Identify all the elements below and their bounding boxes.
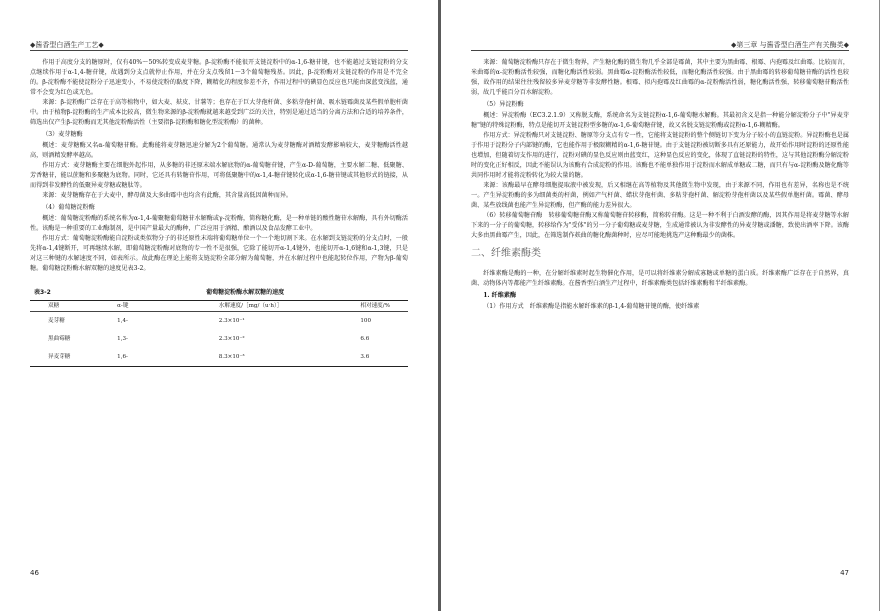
- subsection-heading: （5）异淀粉酶: [483, 101, 524, 108]
- page-body: [30, 58, 408, 565]
- subsection-heading: 1. 纤维素酶: [483, 292, 517, 299]
- table-cell: 100: [360, 318, 372, 324]
- paragraph: 概述：葡萄糖淀粉酶的系统名称为α-1,4-葡聚糖葡萄糖苷水解酶或γ-淀粉酶，简称糖化酶，是一种单链的酸性糖苷水解酶，具有外切酶活性。该酶是一种重要的工业酶制剂，是中国产量最大的酶种，广泛应用于酒精、酿酒以及食品发酵工业中。: [30, 215, 408, 232]
- subsection-heading: （3）麦芽糖酶: [42, 131, 83, 138]
- paragraph: （1）作用方式 纤维素酶是指能水解纤维素的β-1,4-葡萄糖苷键的酶，使纤维素: [483, 303, 700, 310]
- table-title: 葡萄糖淀粉酶水解双糖的速度: [206, 289, 285, 296]
- table-row: [30, 348, 408, 367]
- paragraph: 作用方式：葡萄糖淀粉酶能自淀粉或类似物分子的非还原性末端将葡萄糖单位一个一个地切割下来。在水解到支链淀粉的分支点时，一般先将α-1,4键断开，可再继续水解，即葡萄糖淀粉酶对底物的专一性不是很强，它除了能切开α-1,4键外，也能切开α-1,6键和α-1,3键，只是对这三种键的水解速度不同，如表所示。故此酶在理论上能将支链淀粉全部分解为葡萄糖，并在水解过程中也能起转位作用，产物为β-葡萄糖。葡萄糖淀粉酶水解双糖的速度见表3-2。: [30, 235, 408, 272]
- section-title: 二、纤维素酶类: [471, 248, 541, 259]
- data-table: [30, 300, 408, 367]
- table-cell: 麦芽糖: [48, 318, 65, 324]
- table-caption: [30, 288, 408, 298]
- paragraph: 作用方式：麦芽糖酶主要在细胞外起作用，从多糖的非还原末端水解底物的α-葡萄糖苷键，产生α-D-葡萄糖，主要水解二糖、低聚糖、芳香糖苷，能以蔗糖和多聚糖为底物。同时，它还具有转糖苷作用，可将低聚糖中的α-1,4-糖苷键转化成α-1,6-糖苷键或其他形式的链接，从而得到非发酵性的低聚异麦芽糖或糖肽等。: [30, 162, 408, 189]
- page-number: 46: [30, 569, 39, 577]
- left-page: [0, 0, 438, 611]
- table-number: 表3-2: [34, 289, 51, 296]
- paragraph: 作用于高度分支的糖原时，仅有40%～50%转变成麦芽糖。β-淀粉酶不能很开支链淀粉中的α-1,6-糖苷键，也不能越过支链淀粉的分支点继续作用于α-1,4-糖苷键，故遇到分支点就停止作用，并在分支点残留1～3个葡萄糖残基。因此，β-淀粉酶对支链淀粉的作用是不完全的。β-淀粉酶不能使淀粉分子迅速变小，不易使淀粉的黏度下降，糊精化的程度参差不齐，作用过程中的碘显色反应也只能由深蓝变浅蓝，通常不会变为红色或无色。: [30, 59, 408, 96]
- header-rule: [471, 50, 849, 51]
- table-cell: 3.6: [360, 354, 370, 360]
- column-header: α-键: [117, 303, 129, 309]
- paragraph: 概述：麦芽糖酶又名α-葡萄糖苷酶。此酶能将麦芽糖迅速分解为2个葡萄糖。通常认为麦芽糖酶对酒精发酵影响较大，麦芽糖酶活性越高，则酒精发酵率越高。: [30, 142, 408, 159]
- table-row: [30, 312, 408, 331]
- table-row: [30, 330, 408, 348]
- running-head: ◆第三章 与酱香型白酒生产有关酶类◆: [731, 41, 849, 49]
- data-table-block: [30, 288, 408, 367]
- paragraph: 来源：麦芽糖酶存在于大麦中，酵母菌及大多曲霉中也均含有此酶，其含量高低因菌种而异。: [42, 192, 293, 199]
- column-header: 双糖: [48, 303, 60, 309]
- running-head: ◆酱香型白酒生产工艺◆: [30, 41, 104, 49]
- table-cell: 8.3×10⁻³: [218, 354, 245, 360]
- paragraph: （6）转移葡萄糖苷酶 转移葡萄糖苷酶又称葡萄糖苷转移酶，简称转苷酶。这是一种不利于白酒发酵的酶，因其作用是将麦芽糖等水解下来的一分子的葡萄糖，转移给作为"受体"的另一分子葡萄糖或麦芽糖，生成通常被认为非发酵性的异麦芽糖或潘糖，致使出酒率下降。该酶大多由黑曲霉产生，因此，在筛选制作麸曲的糖化酶菌种时，应尽可能地挑选产这种酶最少的菌株。: [471, 212, 849, 239]
- column-header: 相对速度/%: [360, 303, 390, 309]
- table-cell: 6.6: [360, 336, 370, 342]
- table-cell: 1,6-: [117, 354, 128, 360]
- paragraph: 来源：该酶最早在酵母细胞提取液中被发现，后又相继在高等植物及其他微生物中发现，由于来源不同，作用也有差异，名称也是不统一。产生异淀粉酶的多为细菌类的杆菌，例如产气杆菌、蜡状芽孢杆菌、多粘芽孢杆菌、解淀粉芽孢杆菌以及某些假单胞杆菌。霉菌、酵母菌、某些放线菌也能产生异淀粉酶，但产酶的能力差异很大。: [471, 182, 849, 209]
- column-header: 水解速度/［mg/（u·h）］: [218, 303, 283, 309]
- right-page: [441, 0, 879, 611]
- paragraph: 来源：葡萄糖淀粉酶只存在于微生物界，产生糖化酶的微生物几乎全部是霉菌，其中主要为黑曲霉、根霉、内孢霉及红曲霉。比较而言，米曲霉的α-淀粉酶活性较强，而糖化酶活性较弱。黑曲霉α-淀粉酶活性较低，而糖化酶活性较强。由于黑曲霉的转移葡萄糖苷酶的活性也较强，故作用的结果往往残留较多异麦芽糖等非发酵性糖。根霉、拟内孢霉及红曲霉的α-淀粉酶活性弱，糖化酶活性强，转移葡萄糖苷酶活性弱，故几乎能百分百水解淀粉。: [471, 59, 849, 96]
- page-body: [471, 58, 849, 565]
- paragraph: 概述：异淀粉酶（EC3.2.1.9）又称脱支酶，系统命名为支链淀粉α-1,6-葡萄糖水解酶。其最初含义是指一种能分解淀粉分子中"异麦芽糖"键的特殊淀粉酶，特点是能切开支链淀粉型多糖的α-1,6-葡萄糖苷键，故又名脱支链淀粉酶或淀粉α-1,6-糊精酶。: [471, 112, 849, 129]
- header-rule: [30, 50, 408, 51]
- paragraph: 纤维素酶是酶的一种，在分解纤维素时起生物催化作用，是可以将纤维素分解成寡糖或单糖的蛋白质。纤维素酶广泛存在于自然界，真菌、动物体内等都能产生纤维素酶。在酱香型白酒生产过程中，纤维素酶类包括纤维素酶和半纤维素酶。: [471, 270, 849, 287]
- table-header-row: [30, 301, 408, 312]
- table-cell: 1,3-: [117, 336, 128, 342]
- table-cell: 2.3×10⁻²: [218, 336, 245, 342]
- table-cell: 2.3×10⁻¹: [218, 318, 245, 324]
- page-number: 47: [840, 569, 849, 577]
- table-cell: 1,4-: [117, 318, 128, 324]
- paragraph: 作用方式：异淀粉酶只对支链淀粉、糖原等分支点有专一性，它能将支链淀粉的整个侧链切下变为分子较小的直链淀粉。异淀粉酶也是属于作用于淀粉分子内部键的酶，它也能作用于极限糊精的α-1,6-糖苷键。由于支链淀粉被切断多具有还原能力，故开始作用时淀粉的还原性能也增加，但随着切支作用的进行，淀粉对碘的显色反应则由蓝变红，这种显色反应的变化，体现了直链淀粉的特性，这与其他淀粉酶分解淀粉时的变化正好相反，因此不能误认为该酶有合成淀粉的作用。该酶也不能单独作用于淀粉而水解成单糖或二糖，而只有与α-淀粉酶及糖化酶等共同作用时才能将淀粉转化为较大量的糖。: [471, 132, 849, 179]
- table-cell: 黑曲霉糖: [48, 336, 71, 342]
- paragraph: 来源：β-淀粉酶广泛存在于高等植物中，如大麦、麸皮、甘薯等；也存在于巨大芽孢杆菌、多粘芽孢杆菌、吸水链霉菌及某些假单胞杆菌中。由于植物β-淀粉酶的生产成本比较高，微生物来源的β-淀粉酶就越来越受到广泛的关注，特别是通过适当的分离方法和合适的培养条件，筛选出仅产生β-淀粉酶而无其他淀粉酶活性（主要指β-淀粉酶和糖化型淀粉酶）的菌种。: [30, 99, 408, 126]
- subsection-heading: （4）葡萄糖淀粉酶: [42, 204, 95, 211]
- table-cell: 异麦芽糖: [48, 354, 71, 360]
